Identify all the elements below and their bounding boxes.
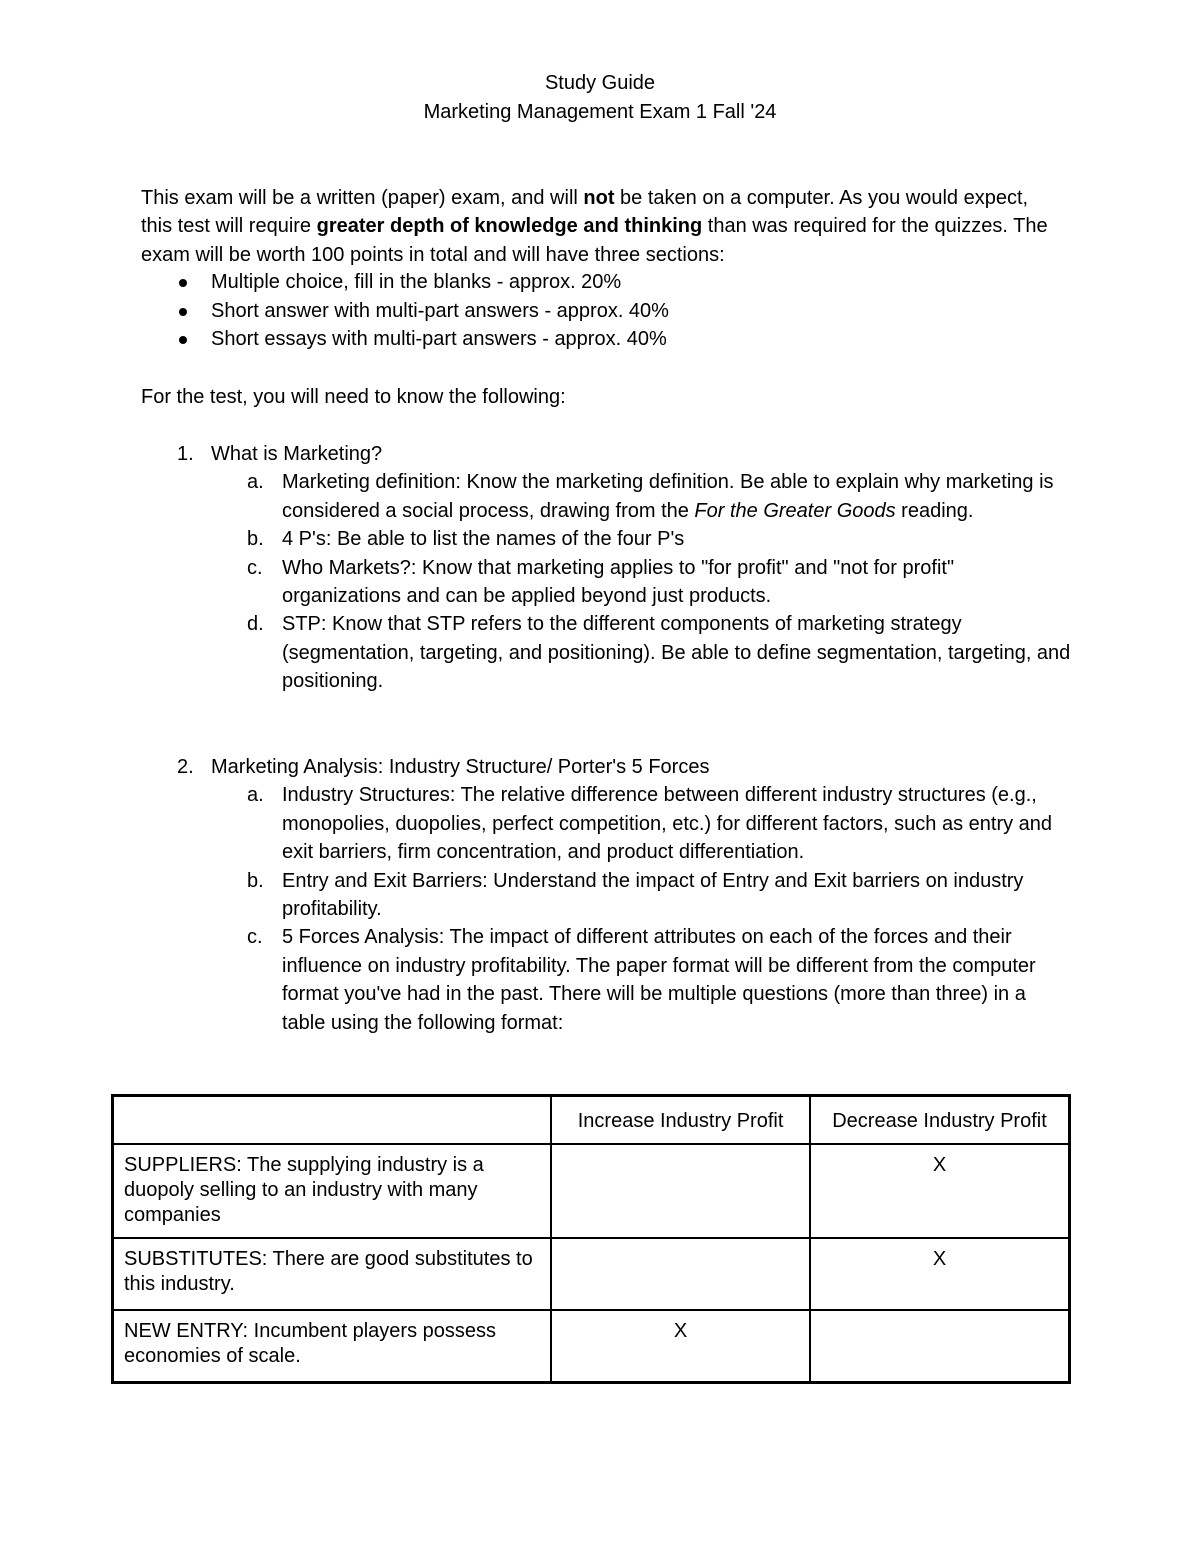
topic-section-1 — [141, 440, 1071, 696]
table-cell-increase — [551, 1144, 810, 1238]
list-item — [141, 297, 669, 326]
item-text: Who Markets?: Know that marketing applies to "for profit" and "not for profit" organizations and can be applied beyond just products. — [282, 556, 955, 608]
five-forces-table — [111, 1094, 1071, 1384]
table-cell-decrease: X — [810, 1144, 1069, 1238]
item-text: 5 Forces Analysis: The impact of different attributes on each of the forces and their influence on industry profitability. The paper format will be different from the computer format you've had in the past. There will be multiple questions (more than three) in a table using the following format: — [282, 926, 1036, 1034]
table-row — [113, 1144, 1070, 1238]
table-header-cell: Increase Industry Profit — [551, 1096, 810, 1145]
topic-heading — [141, 753, 1071, 781]
list-item-text: Short essays with multi-part answers - approx. 40% — [211, 328, 667, 351]
lead-text: For the test, you will need to know the following: — [141, 386, 566, 408]
topic-item — [141, 867, 1071, 924]
item-letter: b. — [247, 528, 264, 551]
exam-sections-list — [141, 268, 669, 354]
intro-bold-not: not — [583, 187, 615, 209]
bullet-icon — [179, 308, 187, 316]
list-item — [141, 268, 669, 297]
item-letter: d. — [247, 613, 264, 636]
intro-text-3: than was required for the quizzes. The exam will be worth 100 points in total and will have three sections: — [141, 215, 1048, 266]
item-text: Marketing definition: Know the marketing definition. Be able to explain why marketing is considered a social process, drawing from the — [282, 471, 1054, 522]
list-item-text: Short answer with multi-part answers - approx. 40% — [211, 299, 669, 322]
table-header-cell — [113, 1096, 552, 1145]
item-letter: c. — [247, 556, 263, 579]
item-text: Industry Structures: The relative difference between different industry structures (e.g., monopolies, duopolies, perfect competition, etc.) for different factors, such as entry and exit barriers, firm concentration, and product differentiation. — [282, 784, 1053, 864]
item-italic-title: For the Greater Goods — [694, 499, 896, 522]
document-subtitle: Marketing Management Exam 1 Fall '24 — [423, 101, 777, 123]
intro-text-2: be taken on a computer. As you would expect, this test will require — [141, 187, 1029, 238]
table-cell-increase — [551, 1238, 810, 1310]
table-cell-force: SUPPLIERS: The supplying industry is a duopoly selling to an industry with many companies — [113, 1144, 552, 1238]
item-letter: a. — [247, 471, 264, 494]
table-cell-decrease — [810, 1310, 1069, 1383]
topic-section-2 — [141, 753, 1071, 1037]
topic-item — [141, 468, 1071, 525]
table-cell-force: NEW ENTRY: Incumbent players possess economies of scale. — [113, 1310, 552, 1383]
topic-item — [141, 610, 1071, 695]
item-letter: c. — [247, 926, 263, 949]
table-row — [113, 1238, 1070, 1310]
intro-text-1: This exam will be a written (paper) exam, and will — [141, 187, 584, 209]
item-text-end: reading. — [895, 499, 974, 522]
topic-item — [141, 525, 1071, 553]
intro-bold-emphasis: greater depth of knowledge and thinking — [316, 215, 703, 238]
list-item-text: Multiple choice, fill in the blanks - approx. 20% — [211, 271, 622, 293]
topic-number: 1. — [177, 443, 194, 465]
item-text: STP: Know that STP refers to the different components of marketing strategy (segmentation, targeting, and positioning). Be able to define segmentation, targeting, and positioning. — [282, 613, 1071, 693]
topic-heading — [141, 440, 1071, 468]
topic-item — [141, 781, 1071, 866]
table-row — [113, 1310, 1070, 1383]
item-text: Entry and Exit Barriers: Understand the impact of Entry and Exit barriers on industry profitability. — [282, 869, 1024, 921]
list-item — [141, 325, 669, 354]
item-letter: b. — [247, 869, 264, 892]
bullet-icon — [179, 279, 187, 287]
table-header-cell: Decrease Industry Profit — [810, 1096, 1069, 1145]
table-cell-decrease: X — [810, 1238, 1069, 1310]
topic-item — [141, 923, 1071, 1037]
topic-heading-text: Marketing Analysis: Industry Structure/ Porter's 5 Forces — [211, 756, 710, 778]
table-cell-force: SUBSTITUTES: There are good substitutes to this industry. — [113, 1238, 552, 1310]
document-title: Study Guide — [544, 72, 656, 94]
topic-number: 2. — [177, 756, 194, 778]
topic-item — [141, 554, 1071, 611]
intro-paragraph — [141, 184, 1061, 269]
item-text: 4 P's: Be able to list the names of the four P's — [282, 528, 685, 551]
item-letter: a. — [247, 784, 264, 807]
table-header-row — [113, 1096, 1070, 1145]
bullet-icon — [179, 336, 187, 344]
topic-heading-text: What is Marketing? — [211, 443, 383, 465]
table-cell-increase: X — [551, 1310, 810, 1383]
